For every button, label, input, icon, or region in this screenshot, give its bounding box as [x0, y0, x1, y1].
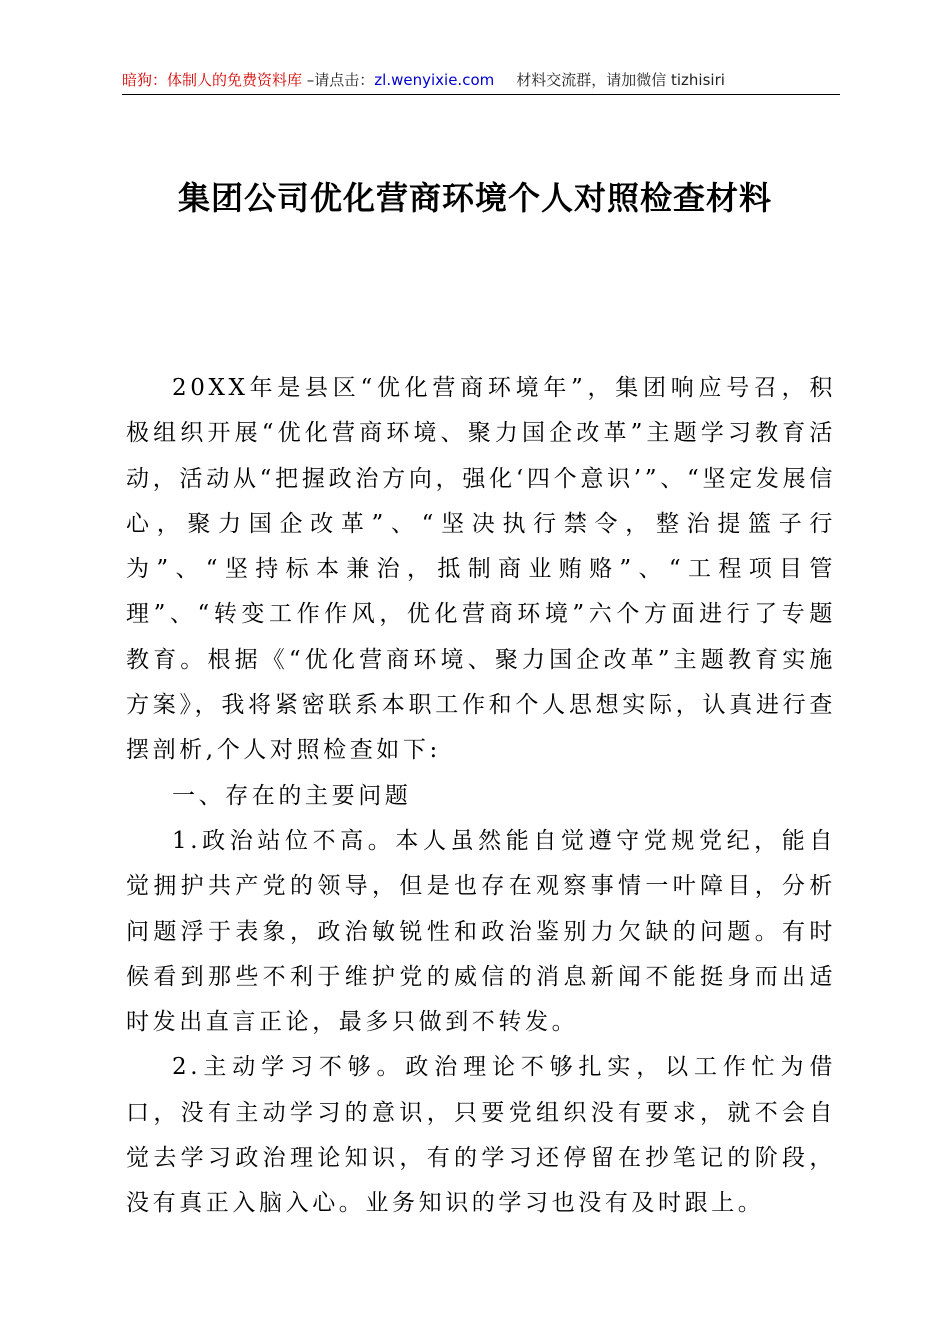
- section-heading: 一、存在的主要问题: [172, 782, 412, 809]
- header-prompt: –请点击：: [302, 71, 375, 89]
- document-title: 集团公司优化营商环境个人对照检查材料: [177, 179, 772, 217]
- issue-paragraph-2: 2.主动学习不够。政治理论不够扎实，以工作忙为借口，没有主动学习的意识，只要党组织没有要求，就不会自觉去学习政治理论知识，有的学习还停留在抄笔记的阶段，没有真正入脑入心。业务知识的学习也没有及时跟上。: [126, 1054, 836, 1217]
- header-contact: 材料交流群，请加微信 tizhisiri: [516, 71, 725, 89]
- header-link[interactable]: zl.wenyixie.com: [374, 71, 495, 89]
- document-body: [126, 366, 836, 1227]
- page-header: [122, 68, 840, 92]
- intro-paragraph: 20XX年是县区“优化营商环境年”，集团响应号召，积极组织开展“优化营商环境、聚力国企改革”主题学习教育活动，活动从“把握政治方向，强化‘四个意识’”、“坚定发展信心，聚力国企改革”、“坚决执行禁令，整治提篮子行为”、“坚持标本兼治，抵制商业贿赂”、“工程项目管理”、“转变工作作风，优化营商环境”六个方面进行了专题教育。根据《“优化营商环境、聚力国企改革”主题教育实施方案》，我将紧密联系本职工作和个人思想实际，认真进行查摆剖析,个人对照检查如下:: [126, 375, 836, 764]
- header-divider: [122, 94, 840, 95]
- issue-paragraph-1: 1.政治站位不高。本人虽然能自觉遵守党规党纪，能自觉拥护共产党的领导，但是也存在观察事情一叶障目，分析问题浮于表象，政治敏锐性和政治鉴别力欠缺的问题。有时候看到那些不利于维护党的威信的消息新闻不能挺身而出适时发出直言正论，最多只做到不转发。: [126, 827, 836, 1036]
- header-brand: 暗狗：体制人的免费资料库: [122, 71, 303, 89]
